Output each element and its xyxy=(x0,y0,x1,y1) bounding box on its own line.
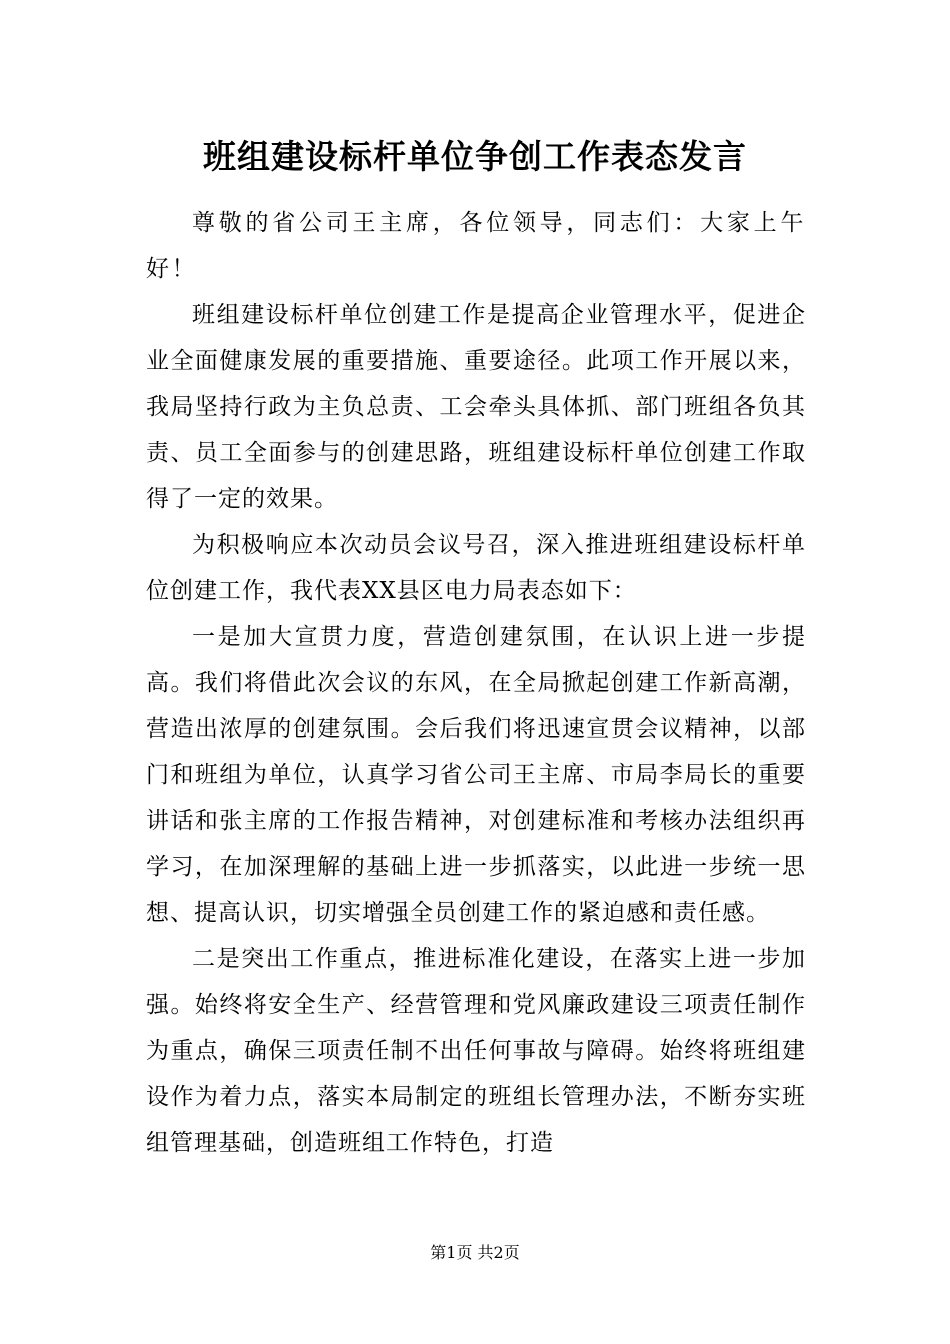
paragraph-intro: 班组建设标杆单位创建工作是提高企业管理水平，促进企业全面健康发展的重要措施、重要途径。此项工作开展以来，我局坚持行政为主负总责、工会牵头具体抓、部门班组各负其责、员工全面参与的创建思路，班组建设标杆单位创建工作取得了一定的效果。 xyxy=(146,302,806,512)
document-title: 班组建设标杆单位争创工作表态发言 xyxy=(203,137,747,176)
document-body xyxy=(146,200,806,1166)
paragraph-greeting: 尊敬的省公司王主席，各位领导，同志们：大家上午好！ xyxy=(146,210,806,282)
paragraph-point-two: 二是突出工作重点，推进标准化建设，在落实上进一步加强。始终将安全生产、经营管理和党风廉政建设三项责任制作为重点，确保三项责任制不出任何事故与障碍。始终将班组建设作为着力点，落实本局制定的班组长管理办法，不断夯实班组管理基础，创造班组工作特色，打造 xyxy=(146,946,806,1156)
page-footer: 第1页 共2页 xyxy=(430,1243,520,1262)
paragraph-point-one: 一是加大宣贯力度，营造创建氛围，在认识上进一步提高。我们将借此次会议的东风，在全局掀起创建工作新高潮，营造出浓厚的创建氛围。会后我们将迅速宣贯会议精神，以部门和班组为单位，认真学习省公司王主席、市局李局长的重要讲话和张主席的工作报告精神，对创建标准和考核办法组织再学习，在加深理解的基础上进一步抓落实，以此进一步统一思想、提高认识，切实增强全员创建工作的紧迫感和责任感。 xyxy=(146,624,806,926)
paragraph-statement: 为积极响应本次动员会议号召，深入推进班组建设标杆单位创建工作，我代表XX县区电力局表态如下： xyxy=(146,532,806,604)
